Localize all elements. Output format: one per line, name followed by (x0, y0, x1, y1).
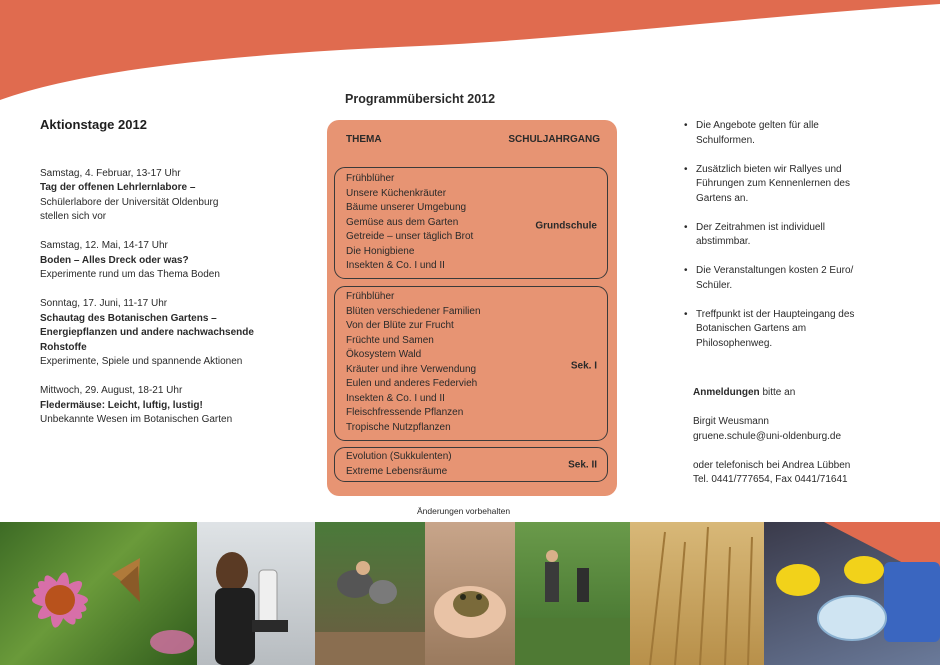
event-description: Experimente, Spiele und spannende Aktionen (40, 356, 243, 367)
changes-note: Änderungen vorbehalten (417, 506, 511, 516)
topic-item: Getreide – unser täglich Brot (346, 231, 474, 242)
garden-tour-photo (515, 522, 630, 665)
info-column (684, 119, 884, 366)
topic-item: Tropische Nutzpflanzen (346, 421, 451, 433)
action-days-title: Aktionstage 2012 (40, 117, 147, 132)
group-sek2 (334, 447, 608, 482)
event-date: Samstag, 4. Februar, 13-17 Uhr (40, 167, 181, 179)
topic-item: Fleischfressende Pflanzen (346, 407, 464, 418)
event-item (40, 239, 300, 283)
topic-item: Von der Blüte zur Frucht (346, 320, 454, 331)
coneflower-photo (0, 522, 197, 665)
info-bullet: • Der Zeitrahmen ist individuell abstimmbar. (684, 221, 846, 250)
level-label: Sek. II (568, 459, 597, 471)
microscope-photo (197, 522, 315, 665)
topic-item: Früchte und Samen (346, 334, 434, 346)
event-description: Experimente rund um das Thema Boden (40, 269, 220, 280)
program-title: Programmübersicht 2012 (345, 92, 496, 106)
topic-item: Eulen und anderes Federvieh (346, 378, 478, 389)
info-bullet: • Treffpunkt ist der Haupteingang des Botanischen Gartens am Philosophenweg. (684, 308, 866, 352)
program-panel (327, 120, 617, 496)
event-item (40, 167, 300, 225)
frog-photo (425, 522, 515, 665)
event-item (40, 384, 300, 428)
action-days-column (40, 118, 300, 442)
topic-item: Ökosystem Wald (346, 349, 422, 360)
topic-item: Blüten verschiedener Familien (346, 305, 481, 317)
topic-item: Gemüse aus dem Garten (346, 216, 459, 228)
phone-intro: oder telefonisch bei Andrea Lübben (693, 459, 851, 471)
info-bullet: • Zusätzlich bieten wir Rallyes und Führungen zum Kennenlernen des Gartens an. (684, 163, 876, 207)
garden-kids-photo (315, 522, 425, 665)
wheat-photo (630, 522, 764, 665)
event-date: Mittwoch, 29. August, 18-21 Uhr (40, 385, 183, 396)
topic-item: Frühblüher (346, 291, 395, 302)
event-description: Unbekannte Wesen im Botanischen Garten (40, 414, 233, 425)
topic-item: Insekten & Co. I und II (346, 260, 445, 271)
event-item (40, 297, 300, 370)
photo-strip (0, 522, 940, 665)
group-sek1 (334, 286, 608, 441)
level-label: Sek. I (570, 360, 597, 372)
event-title: Fledermäuse: Leicht, luftig, lustig! (40, 399, 203, 411)
phone-numbers: Tel. 0441/777654, Fax 0441/71641 (693, 474, 848, 485)
topic-item: Unsere Küchenkräuter (346, 187, 447, 199)
registration-block (693, 386, 893, 502)
event-date: Sonntag, 17. Juni, 11-17 Uhr (40, 298, 168, 309)
topic-item: Extreme Lebensräume (346, 465, 448, 477)
topic-item: Bäume unserer Umgebung (346, 202, 467, 213)
event-title: Tag der offenen Lehrlernlabore – (40, 182, 196, 193)
info-bullet: • Die Veranstaltungen kosten 2 Euro/ Schüler. (684, 264, 866, 293)
group-grundschule (334, 167, 608, 279)
registration-text: bitte an (759, 387, 796, 398)
event-title: Boden – Alles Dreck oder was? (40, 254, 189, 266)
topic-item: Evolution (Sukkulenten) (346, 451, 452, 462)
event-title: Schautag des Botanischen Gartens – Energiepflanzen und andere nachwachsende Rohstoffe (40, 312, 254, 353)
topic-item: Die Honigbiene (346, 245, 415, 257)
level-label: Grundschule (535, 220, 597, 232)
topic-item: Kräuter und ihre Verwendung (346, 363, 477, 375)
info-bullet: • Die Angebote gelten für alle Schulformen. (684, 119, 831, 148)
topic-item: Frühblüher (346, 173, 395, 184)
theme-header: THEMA (346, 134, 382, 145)
grade-header: SCHULJAHRGANG (508, 134, 600, 145)
topic-item: Insekten & Co. I und II (346, 392, 445, 404)
lab-gloves-photo (764, 522, 940, 665)
contact-name: Birgit Weusmann (693, 416, 769, 427)
event-date: Samstag, 12. Mai, 14-17 Uhr (40, 240, 168, 251)
event-description: Schülerlabore der Universität Oldenburg stellen sich vor (40, 196, 219, 222)
registration-label: Anmeldungen (693, 387, 760, 398)
contact-email[interactable]: gruene.schule@uni-oldenburg.de (693, 430, 842, 442)
